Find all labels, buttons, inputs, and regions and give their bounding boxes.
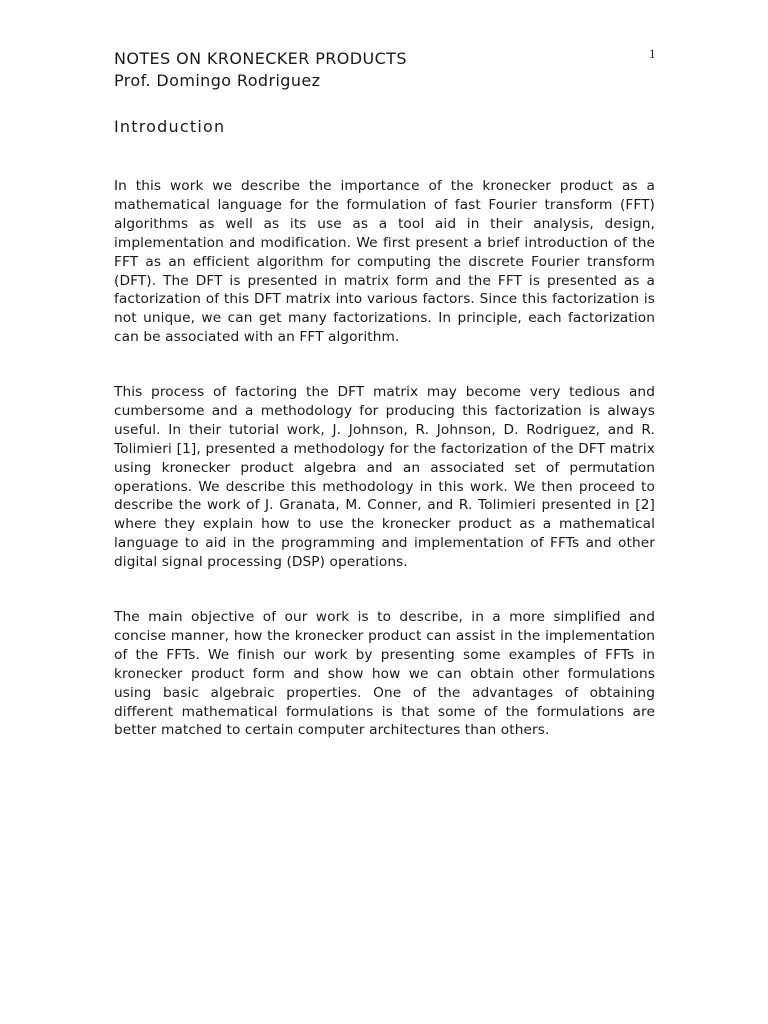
- page-number: 1: [649, 46, 656, 61]
- paragraph-3: The main objective of our work is to describe, in a more simplified and concise manner, how the kronecker product can assist in the implementation of the FFTs. We finish our work by presenting some examples of FFTs in kronecker product form and show how we can obtain other formulations using basic algebraic properties. One of the advantages of obtaining different mathematical formulations is that some of the formulations are better matched to certain computer architectures than others.: [114, 609, 655, 739]
- paragraph-2: This process of factoring the DFT matrix may become very tedious and cumbersome and a methodology for producing this factorization is always useful. In their tutorial work, J. Johnson, R. Johnson, D. Rodriguez, and R. Tolimieri [1], presented a methodology for the factorization of the DFT matrix using kronecker product algebra and an associated set of permutation operations. We describe this methodology in this work. We then proceed to describe the work of J. Granata, M. Conner, and R. Tolimieri presented in [2] where they explain how to use the kronecker product as a mathematical language to aid in the programming and implementation of FFTs and other digital signal processing (DSP) operations.: [114, 384, 655, 571]
- section-heading: Introduction: [114, 117, 226, 136]
- document-title: NOTES ON KRONECKER PRODUCTS: [114, 49, 407, 68]
- document-author: Prof. Domingo Rodriguez: [114, 71, 321, 90]
- paragraph-1: In this work we describe the importance of the kronecker product as a mathematical language for the formulation of fast Fourier transform (FFT) algorithms as well as its use as a tool aid in their analysis, design, implementation and modification. We first present a brief introduction of the FFT as an efficient algorithm for computing the discrete Fourier transform (DFT). The DFT is presented in matrix form and the FFT is presented as a factorization of this DFT matrix into various factors. Since this factorization is not unique, we can get many factorizations. In principle, each factorization can be associated with an FFT algorithm.: [114, 178, 655, 346]
